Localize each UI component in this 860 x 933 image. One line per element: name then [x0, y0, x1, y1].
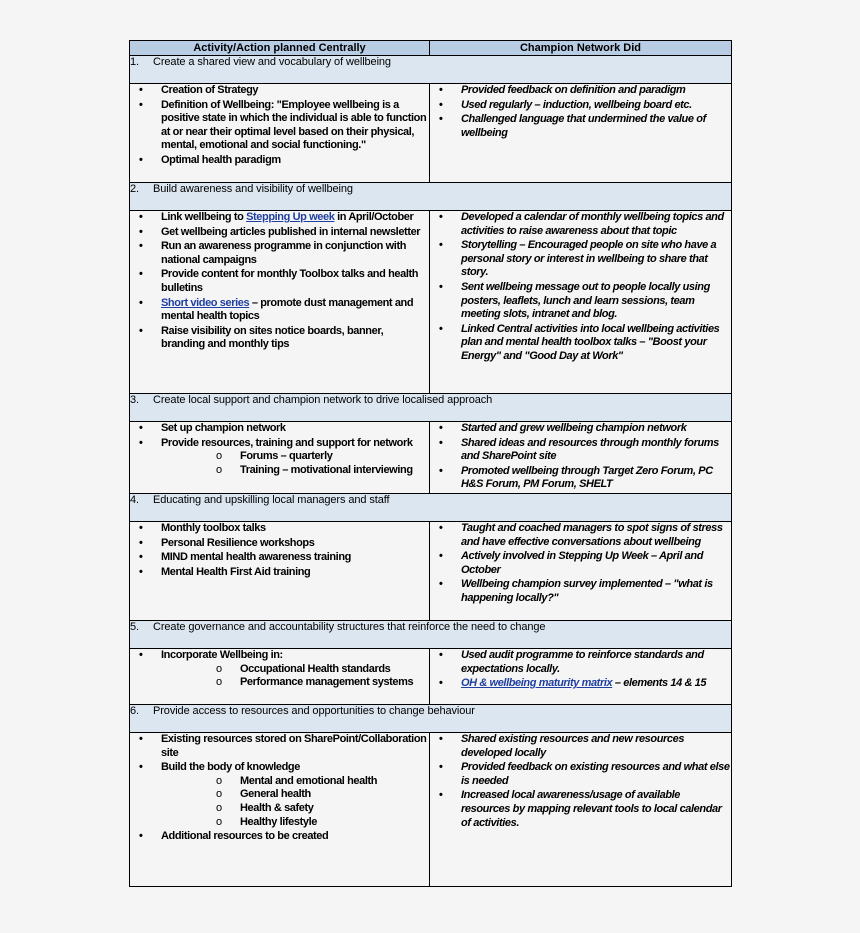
- list-item: • Creation of Strategy: [130, 84, 429, 98]
- sub-list-item: o Health & safety: [161, 802, 429, 816]
- list-item: • Actively involved in Stepping Up Week – April and October: [430, 550, 731, 577]
- list-item: • Wellbeing champion survey implemented – "what is happening locally?": [430, 578, 731, 605]
- section-heading-row: [130, 394, 732, 422]
- section-title: Provide access to resources and opportunities to change behaviour: [153, 704, 475, 717]
- section-title: Create a shared view and vocabulary of wellbeing: [153, 56, 391, 68]
- stepping-up-week-link[interactable]: Stepping Up week: [246, 211, 335, 223]
- list-item: • Provided feedback on existing resources and what else is needed: [430, 761, 731, 788]
- section-title: Create local support and champion network to drive localised approach: [153, 394, 493, 406]
- short-video-series-link[interactable]: Short video series: [161, 296, 250, 309]
- list-item: • Monthly toolbox talks: [130, 522, 429, 536]
- sub-list-item: o Performance management systems: [161, 676, 429, 690]
- central-actions-cell: [130, 422, 430, 494]
- list-item: [130, 649, 429, 690]
- section-heading: [130, 56, 732, 84]
- list-item: • Provided feedback on definition and paradigm: [430, 84, 731, 98]
- section-number: 4.: [130, 493, 139, 506]
- list-item: • Run an awareness programme in conjunction with national campaigns: [130, 240, 429, 267]
- list-item: • Challenged language that undermined the value of wellbeing: [430, 113, 731, 140]
- list-item: • Optimal health paradigm: [130, 154, 429, 168]
- item-text: in April/October: [334, 211, 414, 223]
- list-item: • Shared ideas and resources through monthly forums and SharePoint site: [430, 437, 731, 464]
- list-item: • Get wellbeing articles published in internal newsletter: [130, 226, 429, 240]
- list-item: [130, 761, 429, 829]
- sub-list-item: o Healthy lifestyle: [161, 816, 429, 830]
- section-number: 3.: [130, 394, 139, 406]
- list-item: • Used regularly – induction, wellbeing board etc.: [430, 99, 731, 113]
- maturity-matrix-link[interactable]: OH & wellbeing maturity matrix: [461, 677, 613, 690]
- list-item: • Storytelling – Encouraged people on site who have a personal story or interest in wellbeing to share that story.: [430, 239, 731, 280]
- list-item: [130, 211, 429, 225]
- list-item: • Taught and coached managers to spot signs of stress and have effective conversations about wellbeing: [430, 522, 731, 549]
- champion-actions-cell: [430, 732, 732, 886]
- sub-list-item: o General health: [161, 788, 429, 802]
- list-item: • Shared existing resources and new resources developed locally: [430, 733, 731, 760]
- section-title: Create governance and accountability structures that reinforce the need to change: [153, 620, 546, 633]
- list-item: • Existing resources stored on SharePoint/Collaboration site: [130, 733, 429, 760]
- item-text: – elements 14 & 15: [612, 677, 707, 690]
- list-item: • Linked Central activities into local wellbeing activities plan and mental health toolbox talks – "Boost your Energy" and "Good Day at Work": [430, 323, 731, 364]
- list-item: • Developed a calendar of monthly wellbeing topics and activities to raise awareness about that topic: [430, 211, 731, 238]
- central-actions-cell: [130, 211, 430, 394]
- list-item: [430, 677, 731, 691]
- central-actions-cell: [130, 521, 430, 620]
- section-heading: [130, 394, 732, 422]
- list-item: • Provide content for monthly Toolbox talks and health bulletins: [130, 268, 429, 295]
- central-actions-cell: [130, 732, 430, 886]
- list-item: • Additional resources to be created: [130, 830, 429, 844]
- section-body-row: [130, 732, 732, 886]
- section-body-row: [130, 648, 732, 704]
- list-item: • Increased local awareness/usage of available resources by mapping relevant tools to local calendar of activities.: [430, 789, 731, 830]
- section-title: Educating and upskilling local managers and staff: [153, 493, 390, 506]
- section-number: 1.: [130, 56, 139, 68]
- section-body-row: [130, 211, 732, 394]
- column-header-champion: Champion Network Did: [430, 41, 732, 56]
- list-item: • Started and grew wellbeing champion network: [430, 422, 731, 436]
- item-text: Link wellbeing to: [161, 211, 247, 223]
- section-body-row: [130, 422, 732, 494]
- list-item: • Used audit programme to reinforce standards and expectations locally.: [430, 649, 731, 676]
- sub-list-item: o Occupational Health standards: [161, 663, 429, 677]
- section-body-row: [130, 521, 732, 620]
- item-text: – promote dust management and mental health topics: [161, 296, 414, 323]
- section-heading: [130, 620, 732, 648]
- item-text: Provide resources, training and support for network: [161, 436, 413, 449]
- champion-actions-cell: [430, 521, 732, 620]
- section-body-row: [130, 84, 732, 183]
- column-header-central: Activity/Action planned Centrally: [130, 41, 430, 56]
- list-item: • Raise visibility on sites notice boards, banner, branding and monthly tips: [130, 325, 429, 352]
- central-actions-cell: [130, 84, 430, 183]
- list-item: • MIND mental health awareness training: [130, 551, 429, 565]
- list-item: • Set up champion network: [130, 422, 429, 436]
- champion-actions-cell: [430, 648, 732, 704]
- item-text: Build the body of knowledge: [161, 761, 300, 774]
- section-heading-row: [130, 183, 732, 211]
- list-item: • Mental Health First Aid training: [130, 566, 429, 580]
- list-item: • Sent wellbeing message out to people locally using posters, leaflets, lunch and learn sessions, team meeting slots, intranet and blog.: [430, 281, 731, 322]
- section-number: 6.: [130, 704, 139, 717]
- section-heading-row: [130, 56, 732, 84]
- champion-actions-cell: [430, 84, 732, 183]
- section-heading-row: [130, 704, 732, 732]
- list-item: • Promoted wellbeing through Target Zero Forum, PC H&S Forum, PM Forum, SHELT: [430, 465, 731, 492]
- sub-list-item: o Training – motivational interviewing: [161, 464, 429, 478]
- sub-list-item: o Mental and emotional health: [161, 775, 429, 789]
- champion-actions-cell: [430, 422, 732, 494]
- sub-list-item: o Forums – quarterly: [161, 450, 429, 464]
- section-title: Build awareness and visibility of wellbeing: [153, 183, 353, 195]
- wellbeing-activity-table: [129, 40, 732, 887]
- section-heading: [130, 704, 732, 732]
- section-number: 2.: [130, 183, 139, 195]
- list-item: • Personal Resilience workshops: [130, 537, 429, 551]
- section-heading-row: [130, 493, 732, 521]
- champion-actions-cell: [430, 211, 732, 394]
- list-item: [130, 437, 429, 478]
- section-heading-row: [130, 620, 732, 648]
- list-item: • Definition of Wellbeing: "Employee wellbeing is a positive state in which the individual is able to function at or near their optimal level based on their physical, mental, emotional and social functioning.": [130, 99, 429, 153]
- section-heading: [130, 493, 732, 521]
- central-actions-cell: [130, 648, 430, 704]
- list-item: [130, 297, 429, 324]
- section-heading: [130, 183, 732, 211]
- item-text: Incorporate Wellbeing in:: [161, 648, 283, 661]
- header-row: [130, 41, 732, 56]
- section-number: 5.: [130, 620, 139, 633]
